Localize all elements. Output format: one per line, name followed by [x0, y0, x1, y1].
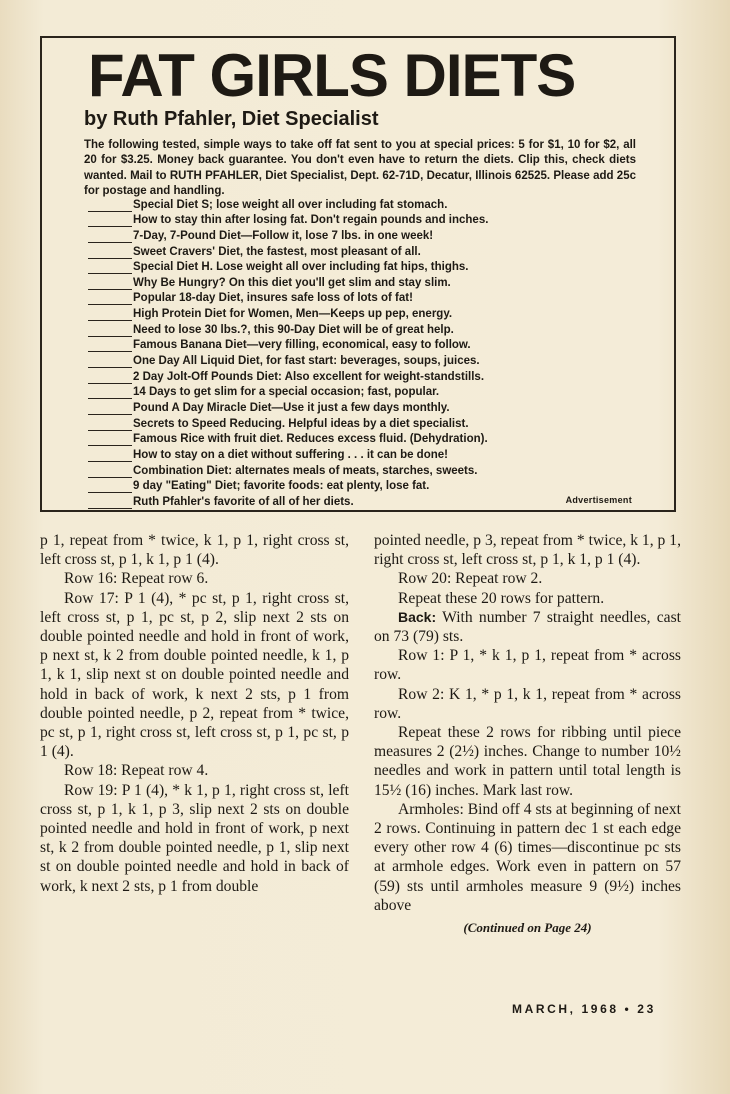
checkbox-blank[interactable]: [88, 451, 132, 462]
checkbox-blank[interactable]: [88, 357, 132, 368]
text-column-right: [374, 531, 681, 937]
diet-advertisement: [40, 36, 676, 512]
diet-item: How to stay on a diet without suffering . . . it can be done!: [88, 446, 638, 462]
checkbox-blank[interactable]: [88, 248, 132, 259]
diet-item: Famous Banana Diet—very filling, economical, easy to follow.: [88, 337, 638, 353]
page-footer: MARCH, 1968 • 23: [512, 1002, 656, 1016]
paragraph: p 1, repeat from * twice, k 1, p 1, right cross st, left cross st, p 1, k 1, p 1 (4).: [40, 532, 349, 569]
diet-item: One Day All Liquid Diet, for fast start: beverages, soups, juices.: [88, 352, 638, 368]
paragraph: Back: With number 7 straight needles, cast on 73 (79) sts.: [374, 608, 681, 646]
ad-intro: The following tested, simple ways to take off fat sent to you at special prices: 5 for $1, 10 for $2, all 20 for $3.25. Money back guarantee. You don't even have to return the diets. Clip this, check diets wanted. Mail to RUTH PFAHLER, Diet Specialist, Dept. 62-71D, Decatur, Illinois 62525. Please add 25c for postage and handling.: [84, 139, 636, 197]
diet-item: 14 Days to get slim for a special occasion; fast, popular.: [88, 384, 638, 400]
diet-checklist: [88, 196, 638, 509]
advertisement-label: Advertisement: [565, 495, 632, 505]
diet-item: High Protein Diet for Women, Men—Keeps up pep, energy.: [88, 305, 638, 321]
checkbox-blank[interactable]: [88, 435, 132, 446]
paragraph: Repeat these 20 rows for pattern.: [398, 589, 605, 607]
checkbox-blank[interactable]: [88, 326, 132, 337]
checkbox-blank[interactable]: [88, 341, 132, 352]
diet-item: Pound A Day Miracle Diet—Use it just a few days monthly.: [88, 399, 638, 415]
checkbox-blank[interactable]: [88, 404, 132, 415]
checkbox-blank[interactable]: [88, 232, 132, 243]
paragraph: Repeat these 2 rows for ribbing until piece measures 2 (2½) inches. Change to number 10½ needles and work in pattern until total length is 15½ (16) inches. Mark last row.: [374, 724, 681, 799]
paragraph: Row 17: P 1 (4), * pc st, p 1, right cross st, left cross st, p 1, pc st, p 2, slip next 2 sts on double pointed needle and hold in front of work, p next st, k 2 from double pointed needle, k 1, p 1, k 1, slip next st on double pointed needle and hold in back of work, k next 2 sts, p 1 from double pointed needle, p 2, repeat from * twice, pc st, p 1, right cross st, left cross st, p 1, pc st, p 1 (4).: [40, 589, 349, 761]
diet-item: 9 day "Eating" Diet; favorite foods: eat plenty, lose fat.: [88, 478, 638, 494]
diet-item: Popular 18-day Diet, insures safe loss of lots of fat!: [88, 290, 638, 306]
diet-item: Why Be Hungry? On this diet you'll get slim and stay slim.: [88, 274, 638, 290]
diet-item: How to stay thin after losing fat. Don't regain pounds and inches.: [88, 212, 638, 228]
checkbox-blank[interactable]: [88, 294, 132, 305]
paragraph: Armholes: Bind off 4 sts at beginning of next 2 rows. Continuing in pattern dec 1 st each edge every other row 4 (6) times—discontinue pc sts at armhole edges. Work even in pattern on 57 (59) sts until armholes measure 9 (9½) inches above: [374, 800, 681, 914]
checkbox-blank[interactable]: [88, 373, 132, 384]
continued-note: (Continued on Page 24): [463, 920, 592, 936]
checkbox-blank[interactable]: [88, 388, 132, 399]
checkbox-blank[interactable]: [88, 482, 132, 493]
checkbox-blank[interactable]: [88, 310, 132, 321]
checkbox-blank[interactable]: [88, 201, 132, 212]
ad-byline: by Ruth Pfahler, Diet Specialist: [84, 108, 379, 130]
diet-item: Secrets to Speed Reducing. Helpful ideas by a diet specialist.: [88, 415, 638, 431]
paragraph: Row 18: Repeat row 4.: [64, 762, 209, 780]
checkbox-blank[interactable]: [88, 216, 132, 227]
checkbox-blank[interactable]: [88, 263, 132, 274]
checkbox-blank[interactable]: [88, 279, 132, 290]
paragraph: Row 19: P 1 (4), * k 1, p 1, right cross st, left cross st, p 1, k 1, p 3, slip next 2 sts on double pointed needle and hold in front of work, p next st, k 2 from double pointed needle, p 1, slip next st on double pointed needle and hold in back of work, k next 2 sts, p 1 from double: [40, 781, 349, 895]
paragraph: Row 16: Repeat row 6.: [64, 570, 209, 588]
section-heading-back: Back:: [398, 608, 437, 625]
diet-item: Need to lose 30 lbs.?, this 90-Day Diet will be of great help.: [88, 321, 638, 337]
diet-item: 7-Day, 7-Pound Diet—Follow it, lose 7 lbs. in one week!: [88, 227, 638, 243]
diet-item: Special Diet H. Lose weight all over including fat hips, thighs.: [88, 259, 638, 275]
paragraph: Row 1: P 1, * k 1, p 1, repeat from * across row.: [374, 647, 681, 684]
paragraph: pointed needle, p 3, repeat from * twice, k 1, p 1, right cross st, left cross st, p 1, k 1, p 1 (4).: [374, 532, 681, 569]
paragraph: Row 2: K 1, * p 1, k 1, repeat from * across row.: [374, 685, 681, 722]
diet-item: Sweet Cravers' Diet, the fastest, most pleasant of all.: [88, 243, 638, 259]
diet-item: Special Diet S; lose weight all over including fat stomach.: [88, 196, 638, 212]
diet-item: Famous Rice with fruit diet. Reduces excess fluid. (Dehydration).: [88, 431, 638, 447]
diet-item: Combination Diet: alternates meals of meats, starches, sweets.: [88, 462, 638, 478]
diet-item: Ruth Pfahler's favorite of all of her diets.: [88, 493, 638, 509]
text-column-left: [40, 531, 349, 896]
checkbox-blank[interactable]: [88, 467, 132, 478]
checkbox-blank[interactable]: [88, 420, 132, 431]
ad-title: FAT GIRLS DIETS: [88, 42, 576, 109]
diet-item: 2 Day Jolt-Off Pounds Diet: Also excellent for weight-standstills.: [88, 368, 638, 384]
paragraph: Row 20: Repeat row 2.: [398, 570, 543, 588]
checkbox-blank[interactable]: [88, 498, 132, 509]
